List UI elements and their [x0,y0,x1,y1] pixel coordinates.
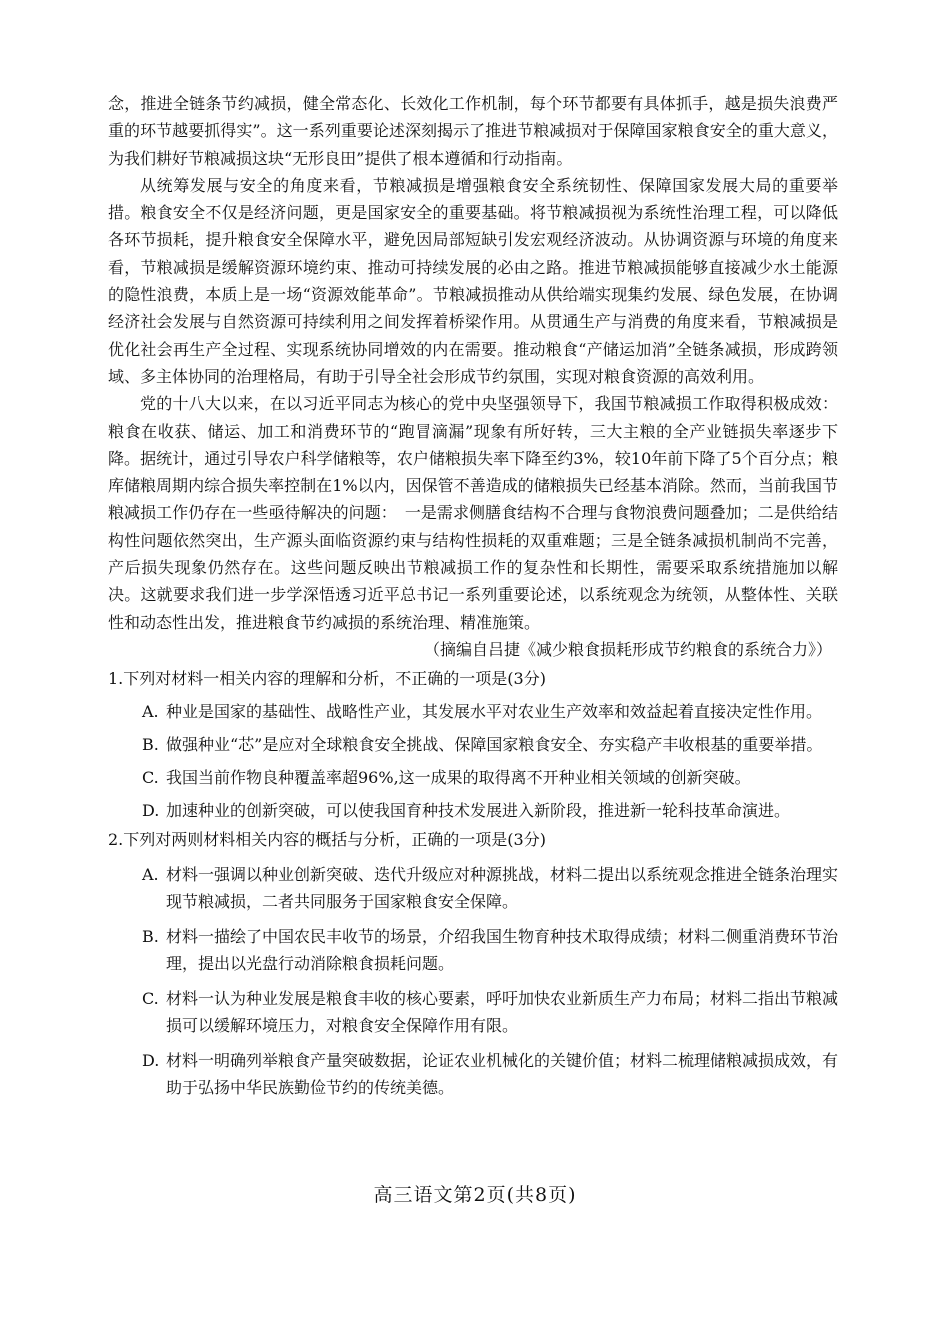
question-1 [108,665,838,824]
question-2 [108,826,838,1101]
option-letter: B. [142,927,159,947]
option-text: 材料一描绘了中国农民丰收节的场景，介绍我国生物育种技术取得成绩；材料二侧重消费环节治理，提出以光盘行动消除粮食损耗问题。 [166,927,839,974]
document-page [108,90,838,1101]
option-letter: B. [142,735,159,755]
body-paragraph-3: 党的十八大以来，在以习近平同志为核心的党中央坚强领导下，我国节粮减损工作取得积极成效：粮食在收获、储运、加工和消费环节的“跑冒滴漏”现象有所好转，三大主粮的全产业链损失率逐步下降。据统计，通过引导农户科学储粮等，农户储粮损失率下降至约3%，较10年前下降了5个百分点；粮库储粮周期内综合损失率控制在1%以内，因保管不善造成的储粮损失已经基本消除。然而，当前我国节粮减损工作仍存在一些亟待解决的问题： 一是需求侧膳食结构不合理与食物浪费问题叠加；二是供给结构性问题依然突出，生产源头面临资源约束与结构性损耗的双重难题；三是全链条减损机制尚不完善，产后损失现象仍然存在。这些问题反映出节粮减损工作的复杂性和长期性，需要采取系统措施加以解决。这就要求我们进一步学深悟透习近平总书记一系列重要论述，以系统观念为统领，从整体性、关联性和动态性出发，推进粮食节约减损的系统治理、精准施策。 [108,394,838,632]
option-text: 加速种业的创新突破，可以使我国育种技术发展进入新阶段，推进新一轮科技革命演进。 [166,801,791,821]
question-1-stem: 1.下列对材料一相关内容的理解和分析，不正确的一项是(3分) [108,669,546,689]
question-2-stem: 2.下列对两则材料相关内容的概括与分析，正确的一项是(3分) [108,830,546,850]
question-1-option-b [108,731,838,758]
option-text: 材料一明确列举粮食产量突破数据，论证农业机械化的关键价值；材料二梳理储粮减损成效，有助于弘扬中华民族勤俭节约的传统美德。 [166,1051,839,1098]
page-footer: 高三语文第2页(共8页) [373,1184,577,1206]
body-paragraph-2: 从统筹发展与安全的角度来看，节粮减损是增强粮食安全系统韧性、保障国家发展大局的重要举措。粮食安全不仅是经济问题，更是国家安全的重要基础。将节粮减损视为系统性治理工程，可以降低各环节损耗，提升粮食安全保障水平，避免因局部短缺引发宏观经济波动。从协调资源与环境的角度来看，节粮减损是缓解资源环境约束、推动可持续发展的必由之路。推进节粮减损能够直接减少水土能源的隐性浪费，本质上是一场“资源效能革命”。节粮减损推动从供给端实现集约发展、绿色发展，在协调经济社会发展与自然资源可持续利用之间发挥着桥梁作用。从贯通生产与消费的角度来看，节粮减损是优化社会再生产全过程、实现系统协同增效的内在需要。推动粮食“产储运加消”全链条减损，形成跨领域、多主体协同的治理格局，有助于引导全社会形成节约氛围，实现对粮食资源的高效利用。 [108,175,838,386]
question-1-option-a [108,698,838,725]
option-letter: D. [142,1051,160,1071]
option-text: 种业是国家的基础性、战略性产业，其发展水平对农业生产效率和效益起着直接决定性作用。 [166,702,823,722]
question-2-option-d [108,1047,838,1101]
question-2-option-c [108,985,838,1039]
question-1-option-d [108,797,838,824]
body-paragraph-1: 念，推进全链条节约减损，健全常态化、长效化工作机制，每个环节都要有具体抓手，越是损失浪费严重的环节越要抓得实”。这一系列重要论述深刻揭示了推进节粮减损对于保障国家粮食安全的重大意义，为我们耕好节粮减损这块“无形良田”提供了根本遵循和行动指南。 [108,94,838,168]
question-1-option-c [108,764,838,791]
option-letter: A. [142,702,159,722]
option-text: 材料一强调以种业创新突破、迭代升级应对种源挑战，材料二提出以系统观念推进全链条治理实现节粮减损，二者共同服务于国家粮食安全保障。 [166,865,839,912]
option-text: 材料一认为种业发展是粮食丰收的核心要素，呼吁加快农业新质生产力布局；材料二指出节粮减损可以缓解环境压力，对粮食安全保障作用有限。 [166,989,839,1036]
source-citation: （摘编自吕捷《减少粮食损耗形成节约粮食的系统合力》） [423,639,832,659]
option-letter: C. [142,989,159,1009]
option-text: 做强种业“芯”是应对全球粮食安全挑战、保障国家粮食安全、夯实稳产丰收根基的重要举措。 [166,735,823,755]
question-2-option-b [108,923,838,977]
option-letter: C. [142,768,159,788]
option-letter: D. [142,801,160,821]
option-letter: A. [142,865,159,885]
option-text: 我国当前作物良种覆盖率超96%,这一成果的取得离不开种业相关领域的创新突破。 [166,768,751,788]
question-2-option-a [108,861,838,915]
